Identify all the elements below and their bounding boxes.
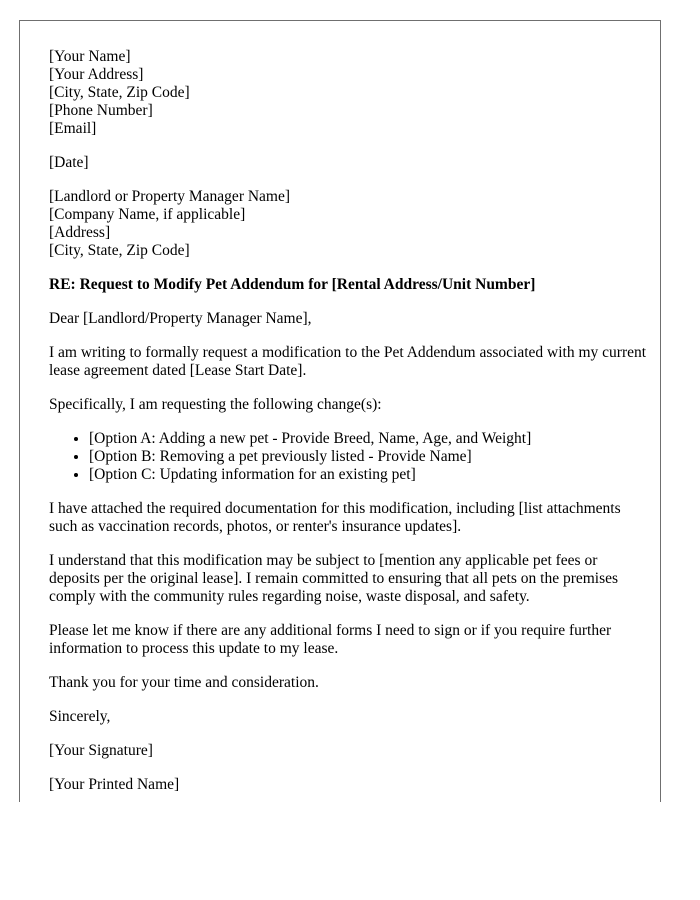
attachments-paragraph: I have attached the required documentation for this modification, including [list attachments such as vaccination records, photos, or renter's insurance updates]. [49,500,621,535]
recipient-company: [Company Name, if applicable] [49,206,246,223]
printed-name: [Your Printed Name] [49,776,180,793]
sender-block [49,48,649,138]
changes-list [49,430,649,484]
valediction: Sincerely, [49,708,111,725]
sender-phone: [Phone Number] [49,102,153,119]
signature: [Your Signature] [49,742,153,759]
recipient-block [49,188,649,260]
sender-city-state-zip: [City, State, Zip Code] [49,84,190,101]
recipient-city-state-zip: [City, State, Zip Code] [49,242,190,259]
forms-paragraph: Please let me know if there are any additional forms I need to sign or if you require further information to process this update to my lease. [49,622,612,657]
sender-email: [Email] [49,120,97,137]
intro-paragraph: I am writing to formally request a modification to the Pet Addendum associated with my current lease agreement dated [Lease Start Date]. [49,344,647,379]
changes-intro: Specifically, I am requesting the following change(s): [49,396,382,413]
letter-date: [Date] [49,154,89,171]
thanks-paragraph: Thank you for your time and consideration. [49,674,319,691]
salutation: Dear [Landlord/Property Manager Name], [49,310,312,327]
sender-name: [Your Name] [49,48,131,65]
fees-paragraph: I understand that this modification may be subject to [mention any applicable pet fees or deposits per the original lease]. I remain committed to ensuring that all pets on the premises comply with the community rules regarding noise, waste disposal, and safety. [49,552,619,605]
list-item: • [Option C: Updating information for an existing pet] [89,466,649,484]
subject-line: RE: Request to Modify Pet Addendum for [Rental Address/Unit Number] [49,276,536,293]
sender-address: [Your Address] [49,66,144,83]
list-item: • [Option B: Removing a pet previously listed - Provide Name] [89,448,649,466]
recipient-address: [Address] [49,224,111,241]
letter-page [19,20,661,802]
list-item: • [Option A: Adding a new pet - Provide Breed, Name, Age, and Weight] [89,430,649,448]
letter-body [49,48,649,794]
recipient-name: [Landlord or Property Manager Name] [49,188,291,205]
